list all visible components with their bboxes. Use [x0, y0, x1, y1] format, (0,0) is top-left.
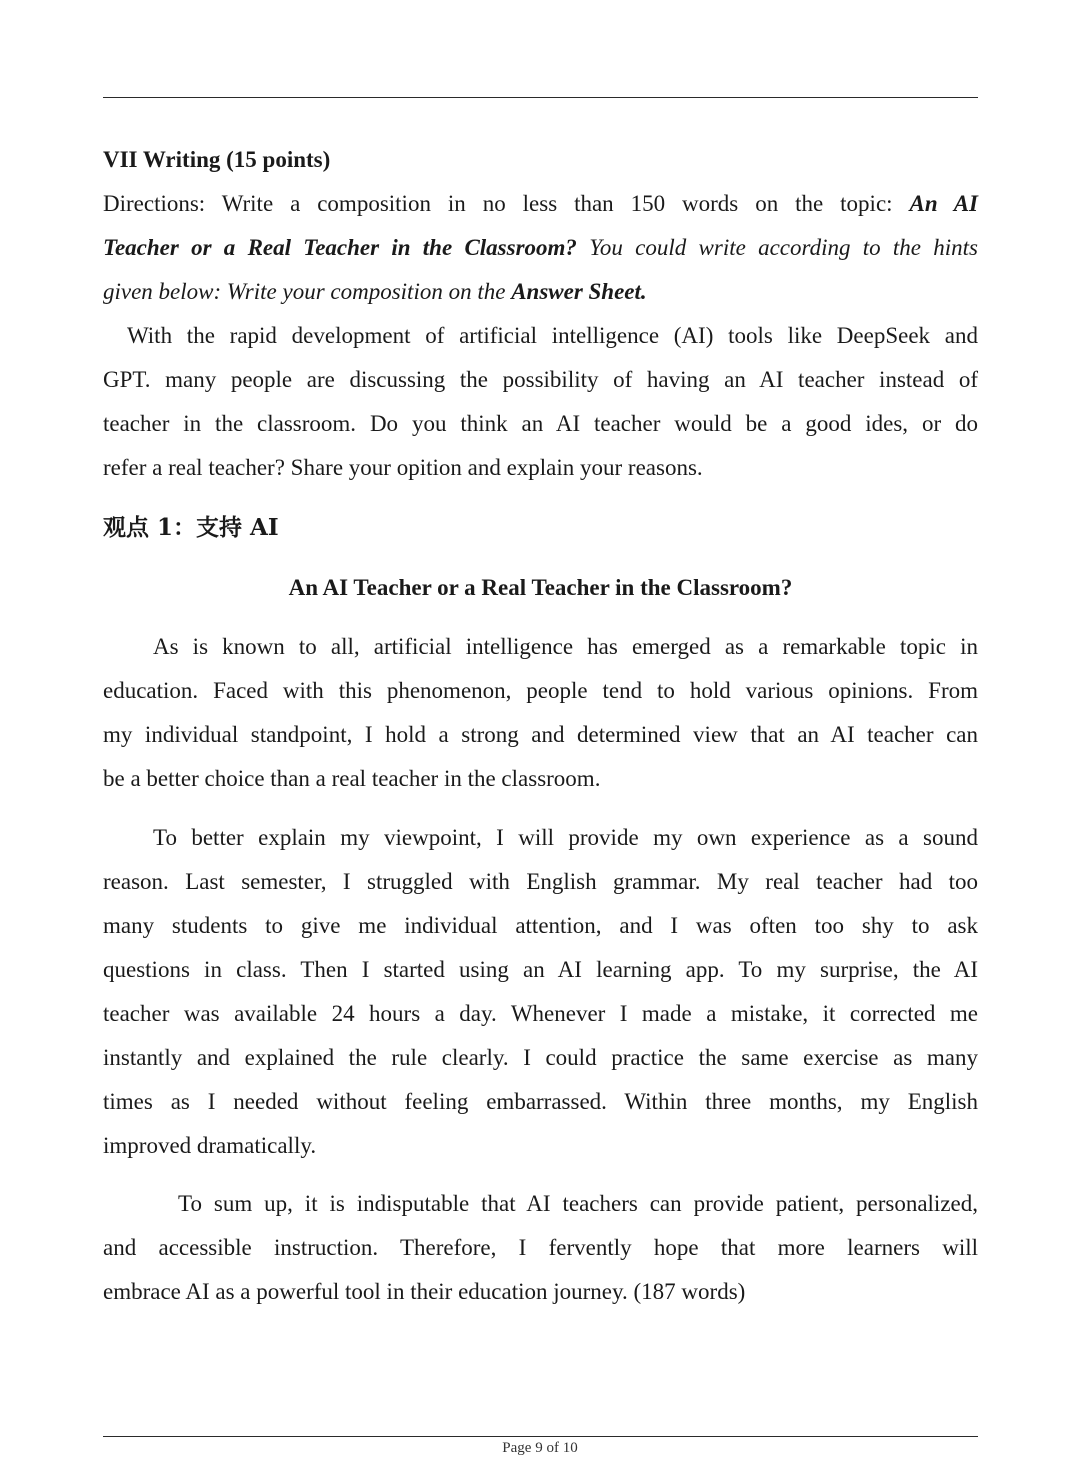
essay-paragraph-2-line: teacher was available 24 hours a day. Whenever I made a mistake, it corrected me [103, 1001, 978, 1026]
essay-paragraph-2-line: times as I needed without feeling embarrassed. Within three months, my English [103, 1089, 978, 1114]
header-rule [103, 97, 978, 98]
prompt-line: With the rapid development of artificial intelligence (AI) tools like DeepSeek and [127, 323, 978, 348]
prompt-line: refer a real teacher? Share your opition and explain your reasons. [103, 455, 703, 480]
essay-paragraph-2-line: reason. Last semester, I struggled with English grammar. My real teacher had too [103, 869, 978, 894]
essay-paragraph-3-line: and accessible instruction. Therefore, I fervently hope that more learners will [103, 1235, 978, 1260]
page-number: Page 9 of 10 [502, 1440, 578, 1456]
directions-text: Directions: Write a composition in no less than 150 words on the topic: [103, 191, 910, 216]
essay-paragraph-1-line: education. Faced with this phenomenon, people tend to hold various opinions. From [103, 678, 978, 703]
footer-rule [103, 1436, 978, 1437]
essay-paragraph-3-line: embrace AI as a powerful tool in their education journey. (187 words) [103, 1279, 746, 1304]
topic-title-part-1: An AI [909, 191, 978, 216]
essay-paragraph-1-line: As is known to all, artificial intelligence has emerged as a remarkable topic in [153, 634, 978, 659]
viewpoint-label: 观点 1：支持 AI [103, 514, 279, 541]
page-content [103, 138, 978, 1314]
essay-paragraph-2-line: instantly and explained the rule clearly. I could practice the same exercise as many [103, 1045, 978, 1070]
essay-title: An AI Teacher or a Real Teacher in the Classroom? [288, 575, 793, 600]
essay-paragraph-2-line: many students to give me individual attention, and I was often too shy to ask [103, 913, 978, 938]
essay-paragraph-1-line: be a better choice than a real teacher in the classroom. [103, 766, 601, 791]
section-heading: VII Writing (15 points) [103, 147, 331, 172]
essay-paragraph-2-line: improved dramatically. [103, 1133, 317, 1158]
directions-line-1 [103, 182, 978, 226]
directions-line-3 [103, 270, 978, 314]
essay-paragraph-2-line: questions in class. Then I started using an AI learning app. To my surprise, the AI [103, 957, 978, 982]
directions-line-2 [103, 226, 978, 270]
hint-text: You could write according to the hints [576, 235, 979, 260]
essay-paragraph-2-line: To better explain my viewpoint, I will provide my own experience as a sound [153, 825, 978, 850]
essay-paragraph-1-line: my individual standpoint, I hold a strong and determined view that an AI teacher can [103, 722, 978, 747]
answer-sheet-label: Answer Sheet. [511, 279, 647, 304]
prompt-line: teacher in the classroom. Do you think an AI teacher would be a good ides, or do [103, 411, 978, 436]
prompt-line: GPT. many people are discussing the possibility of having an AI teacher instead of [103, 367, 978, 392]
hint-text-2: given below: Write your composition on the [103, 279, 512, 304]
topic-title-part-2: Teacher or a Real Teacher in the Classroom? [103, 235, 577, 260]
essay-paragraph-3-line: To sum up, it is indisputable that AI teachers can provide patient, personalized, [178, 1191, 978, 1216]
